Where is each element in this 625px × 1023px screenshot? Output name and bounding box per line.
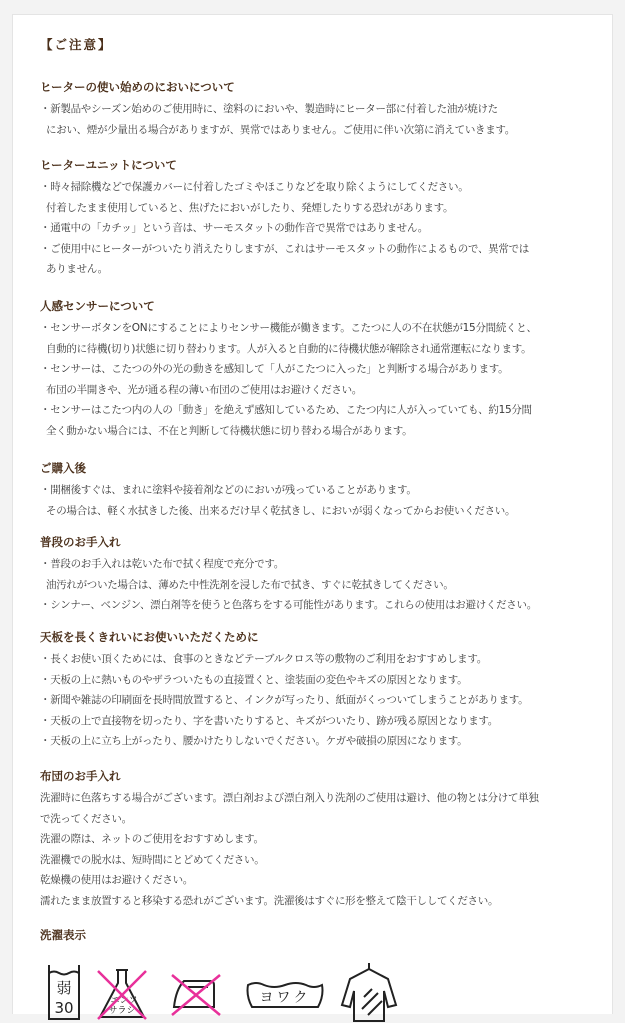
section-line: 洗濯機での脱水は、短時間にとどめてください。 (40, 853, 265, 866)
no-chlorine-bleach-icon (94, 967, 150, 1021)
section-line: ・新聞や雑誌の印刷面を長時間放置すると、インクが写ったり、紙面がくっついてしまうことがあります。 (40, 694, 529, 706)
bleach-label-line2: サラシ (108, 1006, 136, 1016)
section-line: ・普段のお手入れは乾いた布で拭く程度で充分です。 (40, 558, 284, 570)
bleach-label-line1: エンソ (110, 996, 138, 1006)
laundry-symbols (40, 953, 400, 1023)
section-line: で洗ってください。 (40, 812, 132, 825)
wash-tub-icon (46, 963, 82, 1021)
section-line: 自動的に待機(切り)状態に切り替わります。人が入ると自動的に待機状態が解除され通常運転になります。 (46, 342, 532, 355)
section-line: ・天板の上に熱いものやザラついたもの直接置くと、塗装面の変色やキズの原因となります。 (40, 673, 468, 686)
wring-gently-icon (244, 979, 326, 1013)
section-line: ・時々掃除機などで保護カバーに付着したゴミやほこりなどを取り除くようにしてください。 (40, 181, 469, 193)
section-line: 乾燥機の使用はお避けください。 (40, 874, 193, 886)
notice-card (12, 14, 613, 1017)
section-line: ・センサーボタンをONにすることによりセンサー機能が働きます。こたつに人の不在状態が15分間続くと、 (40, 322, 537, 334)
section-line: ・長くお使い頂くためには、食事のときなどテーブルクロス等の敷物のご利用をおすすめします。 (40, 653, 487, 665)
section-after-purchase (40, 460, 515, 521)
wash-label-bottom: 30 (54, 999, 74, 1017)
section-line: 付着したまま使用していると、焦げたにおいがしたり、発煙したりする恐れがあります。 (46, 201, 454, 214)
section-line: その場合は、軽く水拭きした後、出来るだけ早く乾拭きし、においが弱くなってからお使いください。 (46, 504, 516, 517)
section-title: ヒーターユニットについて (40, 158, 177, 172)
section-heater-smell (40, 79, 515, 140)
hang-dry-shade-icon (338, 961, 400, 1023)
section-line: ・シンナー、ベンジン、漂白剤等を使うと色落ちをする可能性があります。これらの使用はお避けください。 (40, 599, 537, 611)
section-line: ・通電中の「カチッ」という音は、サーモスタットの動作音で異常ではありません。 (40, 222, 428, 234)
section-line: におい、煙が少量出る場合がありますが、異常ではありません。ご使用に伴い次第に消えていきます。 (46, 123, 515, 136)
section-title: ヒーターの使い始めのにおいについて (40, 80, 235, 94)
notice-title: 【ご注意】 (40, 37, 113, 52)
section-line: ありません。 (46, 263, 108, 275)
wash-label-top: 弱 (56, 979, 72, 997)
section-title: 洗濯表示 (40, 928, 86, 942)
section-line: 油汚れがついた場合は、薄めた中性洗剤を浸した布で拭き、すぐに乾拭きしてください。 (46, 578, 454, 591)
section-line: ・天板の上で直接物を切ったり、字を書いたりすると、キズがついたり、跡が残る原因となります。 (40, 714, 498, 727)
section-laundry-labels (40, 927, 86, 947)
section-line: ・開梱後すぐは、まれに塗料や接着剤などのにおいが残っていることがあります。 (40, 484, 417, 496)
section-line: 布団の半開きや、光が通る程の薄い布団のご使用はお避けください。 (46, 383, 362, 396)
section-title: 布団のお手入れ (40, 769, 121, 783)
section-line: ・センサーは、こたつの外の光の動きを感知して「人がこたつに入った」と判断する場合があります。 (40, 363, 509, 375)
section-futon-care (40, 768, 539, 911)
section-heater-unit (40, 157, 529, 280)
section-line: 濡れたまま放置すると移染する恐れがございます。洗濯後はすぐに形を整えて陰干ししてください。 (40, 894, 499, 907)
section-title: 人感センサーについて (40, 299, 155, 313)
no-iron-icon (168, 973, 224, 1017)
section-title: 普段のお手入れ (40, 535, 121, 549)
section-title: 天板を長くきれいにお使いいただくために (40, 630, 259, 644)
section-line: 洗濯時に色落ちする場合がございます。漂白剤および漂白剤入り洗剤のご使用は避け、他の物とは分けて単独 (40, 792, 539, 804)
section-daily-care (40, 534, 537, 616)
section-line: ・センサーはこたつ内の人の「動き」を絶えず感知しているため、こたつ内に人が入っていても、約15分間 (40, 404, 532, 416)
section-title: ご購入後 (40, 461, 86, 475)
section-line: 全く動かない場合には、不在と判断して待機状態に切り替わる場合があります。 (46, 424, 413, 437)
section-line: ・新製品やシーズン始めのご使用時に、塗料のにおいや、製造時にヒーター部に付着した油が焼けた (40, 103, 498, 115)
section-line: 洗濯の際は、ネットのご使用をおすすめします。 (40, 833, 264, 845)
section-tabletop-care (40, 629, 528, 752)
section-motion-sensor (40, 298, 537, 441)
notice-content (40, 37, 615, 1017)
dry-label: ヨワク (259, 990, 311, 1006)
section-line: ・天板の上に立ち上がったり、腰かけたりしないでください。ケガや破損の原因になります。 (40, 735, 468, 747)
section-line: ・ご使用中にヒーターがついたり消えたりしますが、これはサーモスタットの動作によるもので、異常では (40, 242, 529, 255)
